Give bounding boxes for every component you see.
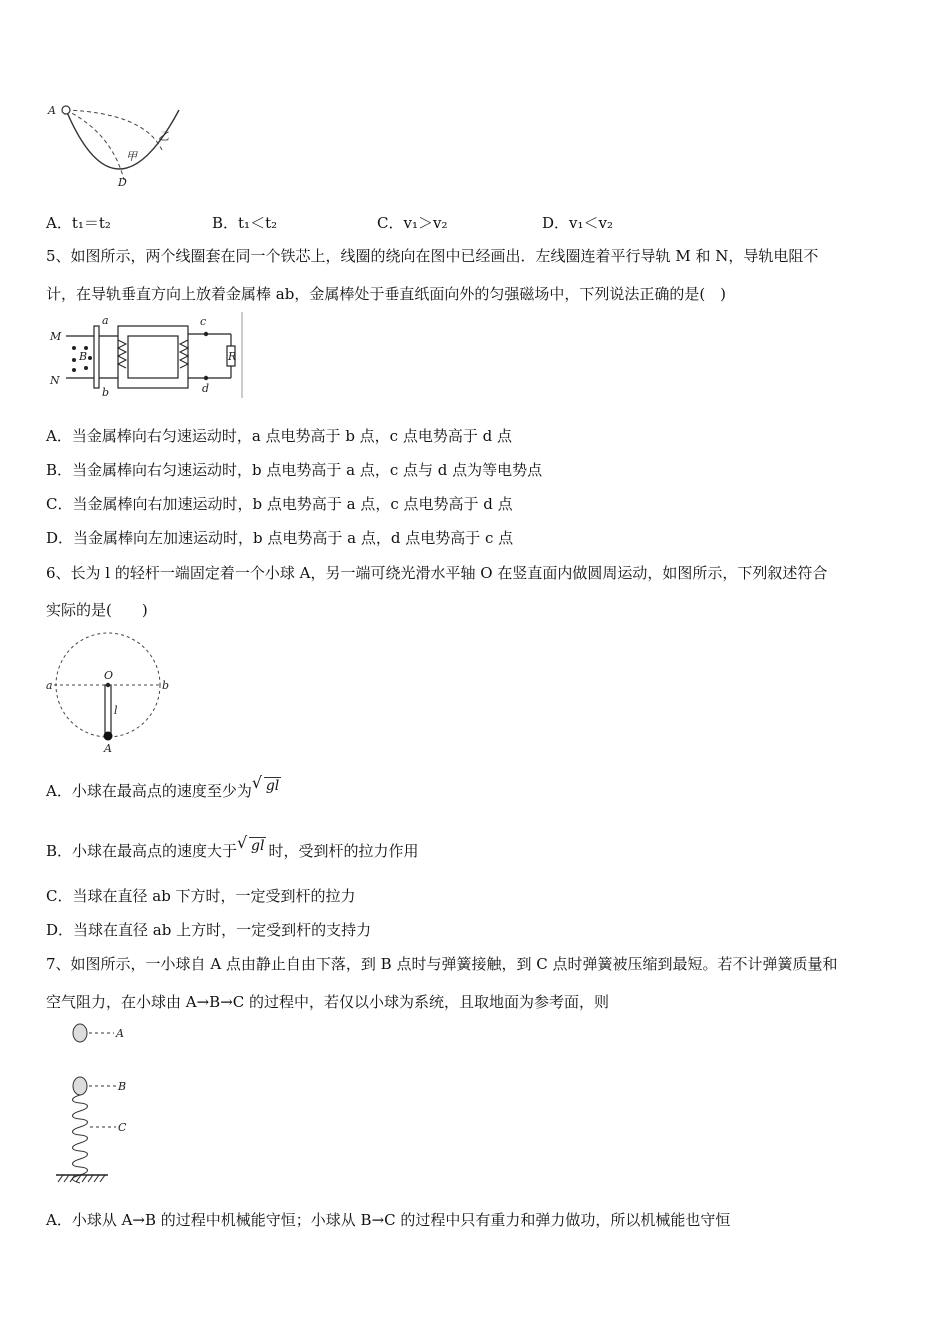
q4-figure xyxy=(44,98,194,193)
q4-label-d: D xyxy=(118,176,127,189)
q4-option-b: B．t₁＜t₂ xyxy=(212,214,278,232)
q7-label-b: B xyxy=(118,1080,127,1093)
q7-stem-line1: 7、如图所示，一小球自 A 点由静止自由下落，到 B 点时与弹簧接触，到 C 点时弹簧被压缩到最短。若不计弹簧质量和 xyxy=(46,955,838,973)
q4-option-d: D．v₁＜v₂ xyxy=(542,214,614,232)
q6-label-a: a xyxy=(46,679,53,692)
q7-label-a: A xyxy=(116,1027,124,1040)
q6-stem-line1: 6、长为 l 的轻杆一端固定着一个小球 A，另一端可绕光滑水平轴 O 在竖直面内做圆周运动，如图所示，下列叙述符合 xyxy=(46,564,828,582)
q5-option-d: D．当金属棒向左加速运动时，b 点电势高于 a 点，d 点电势高于 c 点 xyxy=(46,529,514,547)
q5-circuit-figure xyxy=(46,312,246,400)
q5-label-b: b xyxy=(102,386,110,399)
q6-label-l: l xyxy=(114,704,118,717)
q5-option-b: B．当金属棒向右匀速运动时，b 点电势高于 a 点，c 点与 d 点为等电势点 xyxy=(46,461,543,479)
q4-label-yi: 乙 xyxy=(158,130,169,143)
q5-label-a: a xyxy=(102,314,109,327)
q6-option-b-sqrt-expr: gl xyxy=(251,838,265,854)
q5-label-m: M xyxy=(50,330,62,343)
q6-option-a xyxy=(46,776,283,801)
q7-spring-figure xyxy=(52,1020,142,1190)
q6-stem-line2: 实际的是( ) xyxy=(46,601,148,619)
q5-label-b-field: B xyxy=(79,350,88,363)
q5-label-c: c xyxy=(200,315,207,328)
q5-stem-line1: 5、如图所示，两个线圈套在同一个铁芯上，线圈的绕向在图中已经画出．左线圈连着平行导轨 M 和 N，导轨电阻不 xyxy=(46,247,819,265)
q5-stem-line2: 计，在导轨垂直方向上放着金属棒 ab，金属棒处于垂直纸面向外的匀强磁场中，下列说法正确的是( ) xyxy=(46,285,727,303)
q5-label-d: d xyxy=(202,382,210,395)
q7-stem-line2: 空气阻力，在小球由 A→B→C 的过程中，若仅以小球为系统，且取地面为参考面，则 xyxy=(46,993,610,1011)
q6-option-a-sqrt xyxy=(252,776,283,796)
q6-option-b-tail: 时，受到杆的拉力作用 xyxy=(268,842,419,860)
q6-option-a-sqrt-expr: gl xyxy=(265,778,280,794)
q7-option-a: A．小球从 A→B 的过程中机械能守恒；小球从 B→C 的过程中只有重力和弹力做功，所以机械能也守恒 xyxy=(46,1211,731,1229)
q5-option-c: C．当金属棒向右加速运动时，b 点电势高于 a 点，c 点电势高于 d 点 xyxy=(46,495,513,513)
q4-option-a: A．t₁＝t₂ xyxy=(46,214,111,232)
q5-label-r: R xyxy=(228,350,237,363)
q5-option-a: A．当金属棒向右匀速运动时，a 点电势高于 b 点，c 点电势高于 d 点 xyxy=(46,427,512,445)
q6-label-o: O xyxy=(104,669,114,682)
q6-option-b-sqrt xyxy=(237,836,268,856)
q4-option-c: C．v₁＞v₂ xyxy=(377,214,448,232)
q6-option-b-text: B．小球在最高点的速度大于 xyxy=(46,842,238,860)
q6-label-ball: A xyxy=(104,742,112,755)
q5-label-n: N xyxy=(50,374,60,387)
q6-circle-figure xyxy=(44,630,179,755)
q6-label-b: b xyxy=(162,679,170,692)
q4-label-jia: 甲 xyxy=(126,150,137,163)
q7-label-c: C xyxy=(118,1121,127,1134)
q6-option-c: C．当球在直径 ab 下方时，一定受到杆的拉力 xyxy=(46,887,356,905)
q6-option-b xyxy=(46,836,419,861)
q6-option-d: D．当球在直径 ab 上方时，一定受到杆的支持力 xyxy=(46,921,372,939)
q4-label-a: A xyxy=(48,104,56,117)
q6-option-a-text: A．小球在最高点的速度至少为 xyxy=(46,782,252,800)
